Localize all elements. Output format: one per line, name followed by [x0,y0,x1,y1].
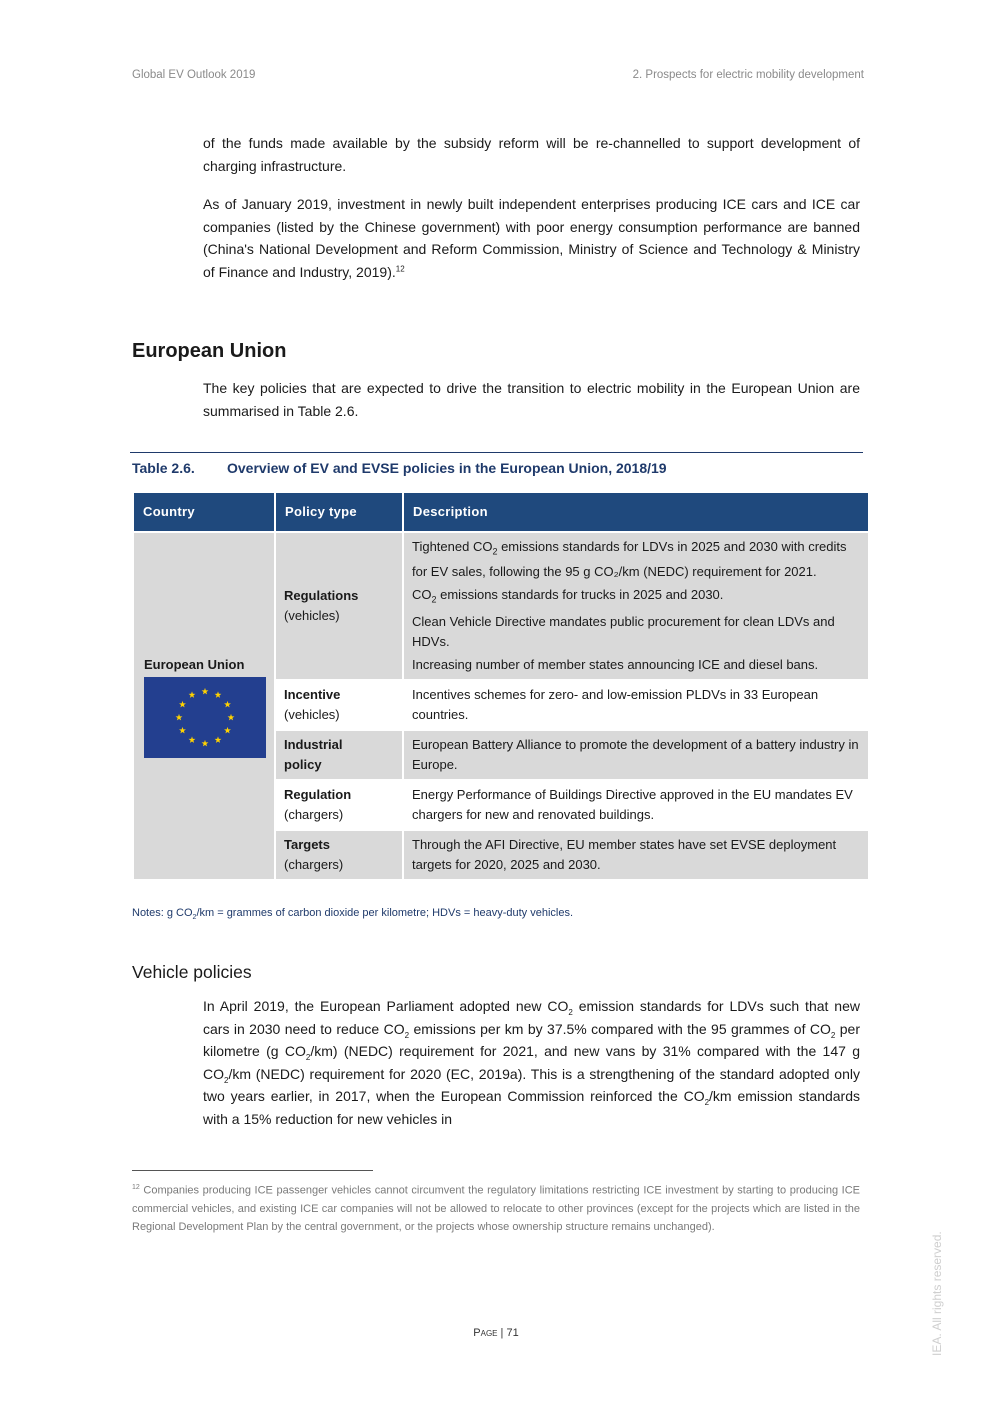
table-title: Overview of EV and EVSE policies in the European Union, 2018/19 [227,460,667,476]
description-line: Clean Vehicle Directive mandates public procurement for clean LDVs and HDVs. [412,614,835,650]
country-cell [134,533,274,879]
description-cell: Energy Performance of Buildings Directive approved in the EU mandates EV chargers for new and renovated buildings. [404,781,868,829]
policy-table [132,491,870,881]
table-number: Table 2.6. [132,460,195,476]
intro-paragraph-2 [203,193,860,283]
intro-paragraph-1: of the funds made available by the subsidy reform will be re-channelled to support development of charging infrastructure. [203,135,860,174]
description-line: $CO_2$ emissions standards for trucks in 2025 and 2030. [412,586,724,605]
policy-type-cell: Industrial policy [276,731,402,779]
side-copyright: IEA. All rights reserved. [930,1231,944,1356]
header-country: Country [134,493,274,531]
intro-paragraph-2-text: As of January 2019, investment in newly built independent enterprises producing ICE cars and ICE car companies (listed by the Chinese government) with poor energy consumption performance are banned (China's National Development and Reform Commission, Ministry of Science and Technology & Ministry of Finance and Industry, 2019). [203,196,860,280]
footnote-ref[interactable]: 12 [395,263,405,273]
description-cell: Incentives schemes for zero- and low-emission PLDVs in 33 European countries. [404,681,868,729]
header-right: 2. Prospects for electric mobility development [632,69,864,81]
subsection-title: Vehicle policies [132,962,252,982]
country-name: European Union [144,656,245,672]
eu-flag-icon [144,677,266,758]
description-line: Tightened $CO_2$ emissions standards for LDVs in 2025 and 2030 with credits for EV sales, following the 95 g CO₂/km (NEDC) requirement for 2021. [412,539,847,579]
policy-type-cell: Incentive (vehicles) [276,681,402,729]
table-caption [132,460,667,476]
policy-type-cell: Regulations (vehicles) [276,533,402,679]
description-cell: Through the AFI Directive, EU member states have set EVSE deployment targets for 2020, 2025 and 2030. [404,831,868,879]
table-header-row [134,493,868,531]
header-description: Description [404,493,868,531]
vehicle-policies-paragraph: In April 2019, the European Parliament adopted new $CO_2$ emission standards for LDVs such that new cars in 2030 need to reduce $CO_2$ emissions per km by 37.5% compared with the 95 grammes of $CO_2$ per kilometre (g $CO_2/km$) (NEDC) requirement for 2021, and new vans by 31% compared with the 147 g $CO_2/km$ (NEDC) requirement for 2020 (EC, 2019a). This is a strengthening of the standard adopted only two years earlier, in 2017, when the European Commission reinforced the $CO_2/km$ emission standards with a 15% reduction for new vehicles in [203,998,861,1127]
section-intro: The key policies that are expected to drive the transition to electric mobility in the European Union are summarised in Table 2.6. [203,380,860,419]
header-policy-type: Policy type [276,493,402,531]
header-left: Global EV Outlook 2019 [132,69,256,81]
description-cell [404,533,868,679]
table-notes: Notes: g $CO_2/km$ = grammes of carbon dioxide per kilometre; HDVs = heavy-duty vehicles. [132,907,574,922]
table-top-rule [130,452,863,453]
footnote [132,1179,860,1236]
policy-type-cell: Targets (chargers) [276,831,402,879]
page-number: Page | 71 [473,1327,519,1339]
footnote-number: 12 [132,1184,140,1191]
policy-type-cell: Regulation (chargers) [276,781,402,829]
table-row [134,533,868,679]
description-line: Increasing number of member states announcing ICE and diesel bans. [412,657,819,673]
footnote-rule [132,1170,373,1171]
description-cell: European Battery Alliance to promote the development of a battery industry in Europe. [404,731,868,779]
section-title: European Union [132,340,287,362]
footnote-text: Companies producing ICE passenger vehicles cannot circumvent the regulatory limitations restricting ICE investment by starting to producing ICE commercial vehicles, and existing ICE car companies will not be allowed to relocate to other provinces (except for the projects which are listed in the Regional Development Plan by the central government, or the projects whose ownership structure remains unchanged). [132,1184,860,1233]
